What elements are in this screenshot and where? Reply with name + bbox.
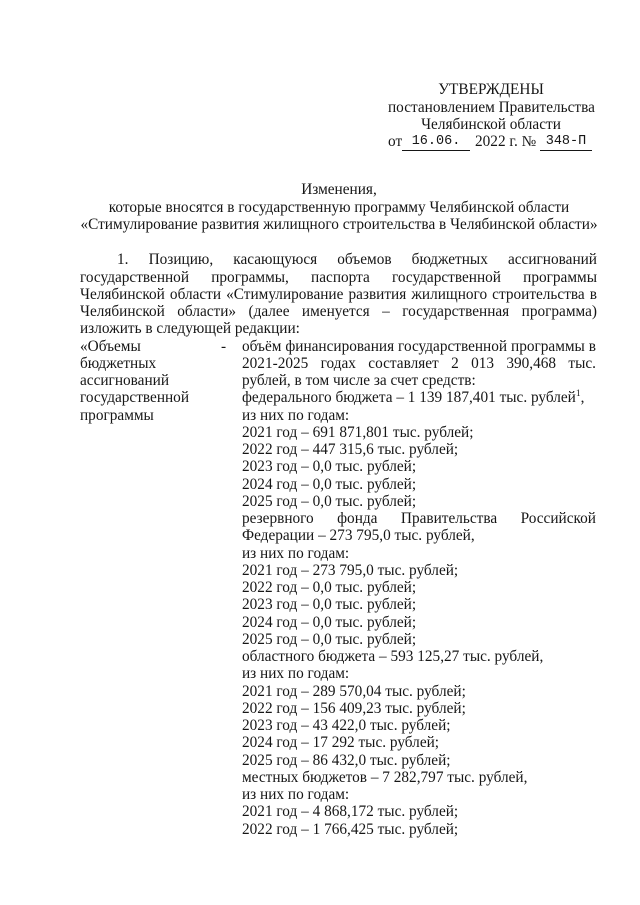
label-line: ассигнований bbox=[80, 372, 170, 390]
reserve-fund-total: Федерации – 273 795,0 тыс. рублей, bbox=[242, 527, 475, 545]
reserve-year-2021: 2021 год – 273 795,0 тыс. рублей; bbox=[242, 561, 459, 579]
funding-sources-intro: рублей, в том числе за счет средств: bbox=[242, 372, 476, 390]
regional-budget-total: областного бюджета – 593 125,27 тыс. рублей, bbox=[242, 648, 544, 666]
document-body bbox=[80, 251, 597, 838]
position-separator: - bbox=[221, 337, 227, 355]
reserve-year-2023: 2023 год – 0,0 тыс. рублей; bbox=[242, 596, 417, 614]
approval-issuer-line-1: постановлением Правительства bbox=[388, 98, 595, 116]
regional-year-2021: 2021 год – 289 570,04 тыс. рублей; bbox=[242, 682, 466, 700]
position-table bbox=[80, 338, 597, 838]
paragraph-line-3: Челябинской области «Стимулирование развития жилищного строительства в bbox=[80, 285, 597, 303]
label-line: программы bbox=[80, 406, 154, 424]
paragraph-line-1-text: Позицию, касающуюся объемов бюджетных ассигнований bbox=[148, 251, 597, 269]
reserve-year-2024: 2024 год – 0,0 тыс. рублей; bbox=[242, 613, 417, 631]
heading-subtitle-line-1: которые вносятся в государственную программу Челябинской области bbox=[108, 198, 570, 216]
regional-year-2022: 2022 год – 156 409,23 тыс. рублей; bbox=[242, 699, 466, 717]
paragraph-line-1 bbox=[80, 251, 597, 268]
reserve-by-year-label: из них по годам: bbox=[242, 544, 350, 562]
footnote-mark: 1 bbox=[575, 389, 581, 400]
total-funding-line-2: 2021-2025 годах составляет 2 013 390,468 тыс. bbox=[242, 354, 596, 372]
federal-year-2022: 2022 год – 447 315,6 тыс. рублей; bbox=[242, 441, 459, 459]
approval-date-line bbox=[388, 133, 594, 150]
federal-year-2025: 2025 год – 0,0 тыс. рублей; bbox=[242, 492, 417, 510]
heading-title: Изменения, bbox=[301, 181, 377, 199]
federal-year-2023: 2023 год – 0,0 тыс. рублей; bbox=[242, 458, 417, 476]
federal-by-year-label: из них по годам: bbox=[242, 406, 350, 424]
local-budgets-total: местных бюджетов – 7 282,797 тыс. рублей, bbox=[242, 768, 528, 786]
reserve-year-2022: 2022 год – 0,0 тыс. рублей; bbox=[242, 579, 417, 597]
local-year-2022: 2022 год – 1 766,425 тыс. рублей; bbox=[242, 820, 459, 838]
approval-number: 348-П bbox=[540, 133, 592, 151]
reserve-year-2025: 2025 год – 0,0 тыс. рублей; bbox=[242, 630, 417, 648]
paragraph-line-5: изложить в следующей редакции: bbox=[80, 320, 300, 338]
approval-issuer-line-2: Челябинской области bbox=[421, 115, 561, 133]
regional-year-2023: 2023 год – 43 422,0 тыс. рублей; bbox=[242, 717, 451, 735]
approval-title: УТВЕРЖДЕНЫ bbox=[438, 81, 544, 99]
paragraph-line-4: Челябинской области» (далее именуется – государственная программа) bbox=[80, 303, 597, 321]
label-line: государственной bbox=[80, 389, 190, 407]
federal-budget-total bbox=[242, 389, 596, 406]
regional-year-2024: 2024 год – 17 292 тыс. рублей; bbox=[242, 734, 440, 752]
paragraph-line-2: государственной программы, паспорта государственной программы bbox=[80, 268, 597, 286]
regional-year-2025: 2025 год – 86 432,0 тыс. рублей; bbox=[242, 751, 451, 769]
federal-year-2021: 2021 год – 691 871,801 тыс. рублей; bbox=[242, 423, 474, 441]
label-line: бюджетных bbox=[80, 354, 157, 372]
federal-budget-text: федерального бюджета – 1 139 187,401 тыс. рублей bbox=[242, 389, 576, 407]
local-by-year-label: из них по годам: bbox=[242, 786, 350, 804]
regional-by-year-label: из них по годам: bbox=[242, 665, 350, 683]
federal-year-2024: 2024 год – 0,0 тыс. рублей; bbox=[242, 475, 417, 493]
paragraph-1 bbox=[80, 251, 597, 337]
approval-date-prefix: от bbox=[388, 133, 403, 151]
local-year-2021: 2021 год – 4 868,172 тыс. рублей; bbox=[242, 803, 459, 821]
reserve-fund-line-1: резервного фонда Правительства Российской bbox=[242, 510, 596, 528]
approval-year-number-label: 2022 г. № bbox=[475, 133, 537, 151]
position-value-column bbox=[242, 338, 596, 838]
position-separator-column bbox=[221, 338, 231, 355]
total-funding-line-1: объём финансирования государственной программы в bbox=[242, 337, 596, 355]
heading-subtitle-line-2: «Стимулирование развития жилищного строительства в Челябинской области» bbox=[80, 215, 598, 233]
approval-block bbox=[388, 81, 594, 150]
approval-date: 16.06. bbox=[402, 133, 470, 151]
label-line: «Объемы bbox=[80, 337, 141, 355]
position-label-column bbox=[80, 338, 220, 424]
federal-budget-tail: , bbox=[580, 389, 585, 407]
document-heading bbox=[80, 181, 598, 233]
paragraph-number: 1. bbox=[117, 251, 129, 269]
